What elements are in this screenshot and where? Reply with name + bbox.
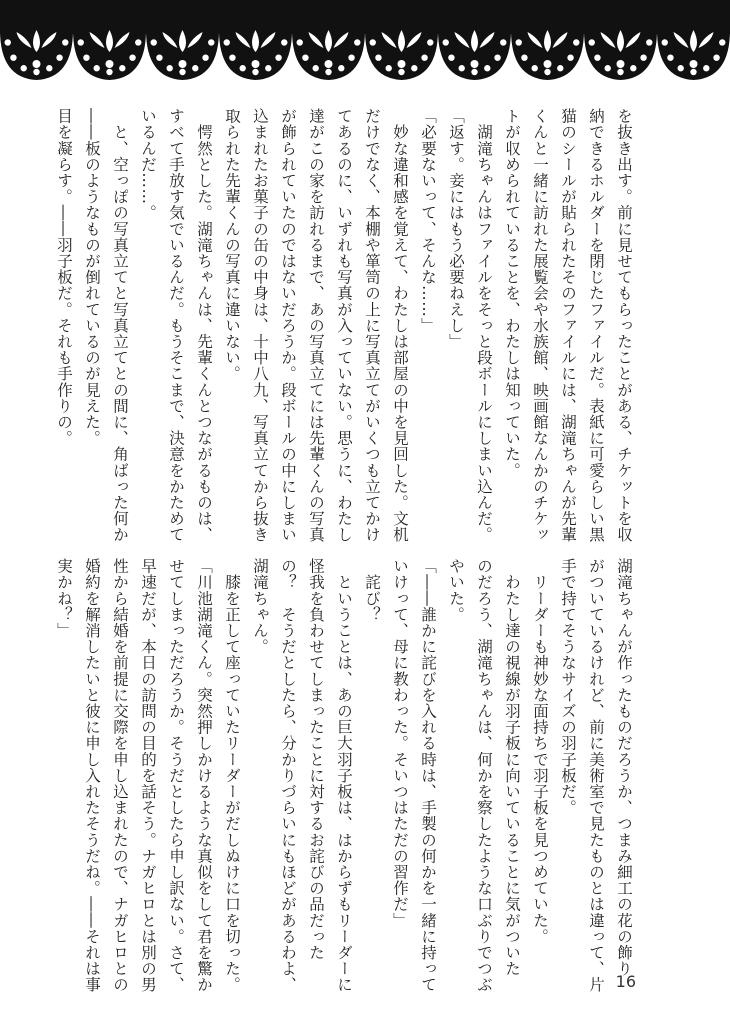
text-line: やいた。 — [447, 558, 465, 623]
lace-dot — [713, 54, 719, 60]
lace-dot — [179, 69, 185, 75]
text-line: の？ そうだとしたら、分かりづらいにもほどがあるわよ、 — [279, 558, 297, 993]
text-line: が飾られていたのではないだろうか。段ボールの中にしまい — [279, 108, 297, 543]
text-line: 込まれたお菓子の缶の中身は、十中八九、写真立てから抜き — [251, 108, 269, 543]
text-line: せてしまっただろうか。そうだとしたら申し訳ない。さて、 — [167, 558, 185, 993]
text-line: 妙な違和感を覚えて、わたしは部屋の中を見回した。文机 — [391, 108, 409, 543]
text-line: 婚約を解消したいと彼に申し入れたそうだね。――それは事 — [83, 558, 101, 993]
lace-dot — [494, 54, 500, 60]
lace-dot — [224, 39, 230, 45]
text-line: 膝を正して座っていたリーダーがだしぬけに口を切った。 — [223, 558, 241, 993]
lace-dot — [411, 65, 417, 71]
lace-dot — [678, 65, 684, 71]
lace-dot — [719, 39, 725, 45]
lace-dot — [83, 54, 89, 60]
lace-dot — [156, 54, 162, 60]
text-line: いけって、母に教わった。そいつはただの習作だ」 — [391, 558, 409, 929]
lace-dot — [421, 54, 427, 60]
lace-dot — [427, 39, 433, 45]
lace-dot — [119, 65, 125, 71]
lace-dot — [192, 65, 198, 71]
text-line: 納できるホルダーを閉じたファイルだ。表紙に可愛らしい黒 — [587, 108, 605, 543]
lace-dot — [348, 54, 354, 60]
text-line: わたし達の視線が羽子板に向いていることに気がついた — [503, 558, 521, 977]
lace-hole — [544, 60, 552, 68]
lace-dot — [640, 54, 646, 60]
text-line: ということは、あの巨大羽子板は、はからずもリーダーに — [335, 558, 353, 993]
text-line: リーダーも神妙な面持ちで羽子板を見つめていた。 — [531, 558, 549, 945]
lace-dot — [690, 69, 696, 75]
text-line: トが収められていることを、わたしは知っていた。 — [503, 108, 521, 479]
text-line: 手で持てそうなサイズの羽子板だ。 — [559, 558, 577, 816]
text-line: 詫び？ — [363, 558, 381, 623]
lace-hole — [690, 60, 698, 68]
text-line: 目を凝らす。――羽子板だ。それも手作りの。 — [55, 108, 73, 447]
lace-dot — [370, 39, 376, 45]
text-line: 猫のシールが貼られたそのファイルには、湖滝ちゃんが先輩 — [559, 108, 577, 543]
lace-dot — [544, 69, 550, 75]
text-line: すべて手放す気でいるんだ。もうそこまで、決意をかためて — [167, 108, 185, 543]
lace-dot — [667, 54, 673, 60]
lace-dot — [459, 65, 465, 71]
text-line: 実かね？」 — [55, 558, 73, 639]
text-line: 早速だが、本日の訪問の目的を話そう。ナガヒロとは別の男 — [139, 558, 157, 993]
lace-hole — [617, 60, 625, 68]
lace-dot — [325, 69, 331, 75]
text-line: 「――誰かに詫びを入れる時は、手製の何かを一緒に持って — [419, 558, 437, 993]
upper-text-block — [55, 108, 638, 543]
text-line: のだろう、湖滝ちゃんは、何かを察したような口ぶりでつぶ — [475, 558, 493, 993]
lace-dot — [557, 65, 563, 71]
lace-hole — [179, 60, 187, 68]
text-line: くんと一緒に訪れた展覧会や水族館、映画館なんかのチケッ — [531, 108, 549, 543]
lace-dot — [443, 39, 449, 45]
text-line: ――板のようなものが倒れているのが見えた。 — [83, 108, 101, 447]
lace-dot — [167, 65, 173, 71]
text-line: 「返す。妾にはもう必要ねえし」 — [447, 108, 465, 350]
lace-dot — [135, 39, 141, 45]
lace-dot — [265, 65, 271, 71]
text-line: 性から結婚を前提に交際を申し込まれたので、ナガヒロとの — [111, 558, 129, 993]
lace-dot — [313, 65, 319, 71]
text-line: 達がこの家を訪れるまで、あの写真立てには先輩くんの写真 — [307, 108, 325, 543]
lace-dot — [354, 39, 360, 45]
lace-dot — [646, 39, 652, 45]
lace-hole — [106, 60, 114, 68]
lace-dot — [275, 54, 281, 60]
lace-dot — [398, 69, 404, 75]
lace-dot — [297, 39, 303, 45]
lace-dot — [594, 54, 600, 60]
lace-dot — [703, 65, 709, 71]
lace-dot — [471, 69, 477, 75]
lace-hole — [252, 60, 260, 68]
lace-hole — [33, 60, 41, 68]
text-line: だけでなく、本棚や箪笥の上に写真立てがいくつも立てかけ — [363, 108, 381, 543]
lace-dot — [202, 54, 208, 60]
lace-dot — [484, 65, 490, 71]
text-line: 愕然とした。湖滝ちゃんは、先輩くんとつながるものは、 — [195, 108, 213, 543]
lace-dot — [567, 54, 573, 60]
lace-dot — [21, 65, 27, 71]
lace-dot — [589, 39, 595, 45]
lace-dot — [630, 65, 636, 71]
lace-dot — [151, 39, 157, 45]
text-line: 「川池湖滝くん。突然押しかけるような真似をして君を驚か — [195, 558, 213, 993]
text-line: を抜き出す。前に見せてもらったことがある、チケットを収 — [615, 108, 633, 543]
lace-dot — [62, 39, 68, 45]
text-line: 湖滝ちゃん。 — [251, 558, 269, 655]
lace-dot — [516, 39, 522, 45]
text-line: がついているけれど、前に美術室で見たものとは違って、片 — [587, 558, 605, 993]
text-line: 怪我を負わせてしまったことに対するお詫びの品だった — [307, 558, 325, 961]
lace-dot — [208, 39, 214, 45]
text-line: いるんだ……。 — [139, 108, 157, 221]
lace-dot — [662, 39, 668, 45]
lace-dot — [129, 54, 135, 60]
text-line: 湖滝ちゃんが作ったものだろうか、つまみ細工の花の飾り — [615, 558, 633, 977]
lace-dot — [229, 54, 235, 60]
lace-dot — [5, 39, 11, 45]
lace-dot — [46, 65, 52, 71]
lace-dot — [573, 39, 579, 45]
text-line: 「必要ないって、そんな……」 — [419, 108, 437, 334]
lace-dot — [500, 39, 506, 45]
lace-dot — [605, 65, 611, 71]
lace-dot — [94, 65, 100, 71]
lace-dot — [78, 39, 84, 45]
lace-dot — [10, 54, 16, 60]
lace-dot — [617, 69, 623, 75]
text-line: と、空っぽの写真立てと写真立てとの間に、角ばった何か — [111, 108, 129, 543]
lace-dot — [33, 69, 39, 75]
lace-dot — [338, 65, 344, 71]
lace-dot — [375, 54, 381, 60]
lace-hole — [471, 60, 479, 68]
lace-dot — [521, 54, 527, 60]
lace-border-decoration — [0, 0, 730, 98]
lace-dot — [281, 39, 287, 45]
lace-dot — [240, 65, 246, 71]
text-line: てあるのに、いずれも写真が入っていない。思うに、わたし — [335, 108, 353, 543]
page-number: 16 — [615, 972, 636, 991]
lace-hole — [398, 60, 406, 68]
lace-dot — [386, 65, 392, 71]
text-line: 取られた先輩くんの写真に違いない。 — [223, 108, 241, 382]
lace-dot — [56, 54, 62, 60]
lace-dot — [532, 65, 538, 71]
lace-dot — [106, 69, 112, 75]
lace-dot — [448, 54, 454, 60]
lace-hole — [325, 60, 333, 68]
lace-dot — [252, 69, 258, 75]
lace-dot — [302, 54, 308, 60]
text-line: 湖滝ちゃんはファイルをそっと段ボールにしまい込んだ。 — [475, 108, 493, 543]
